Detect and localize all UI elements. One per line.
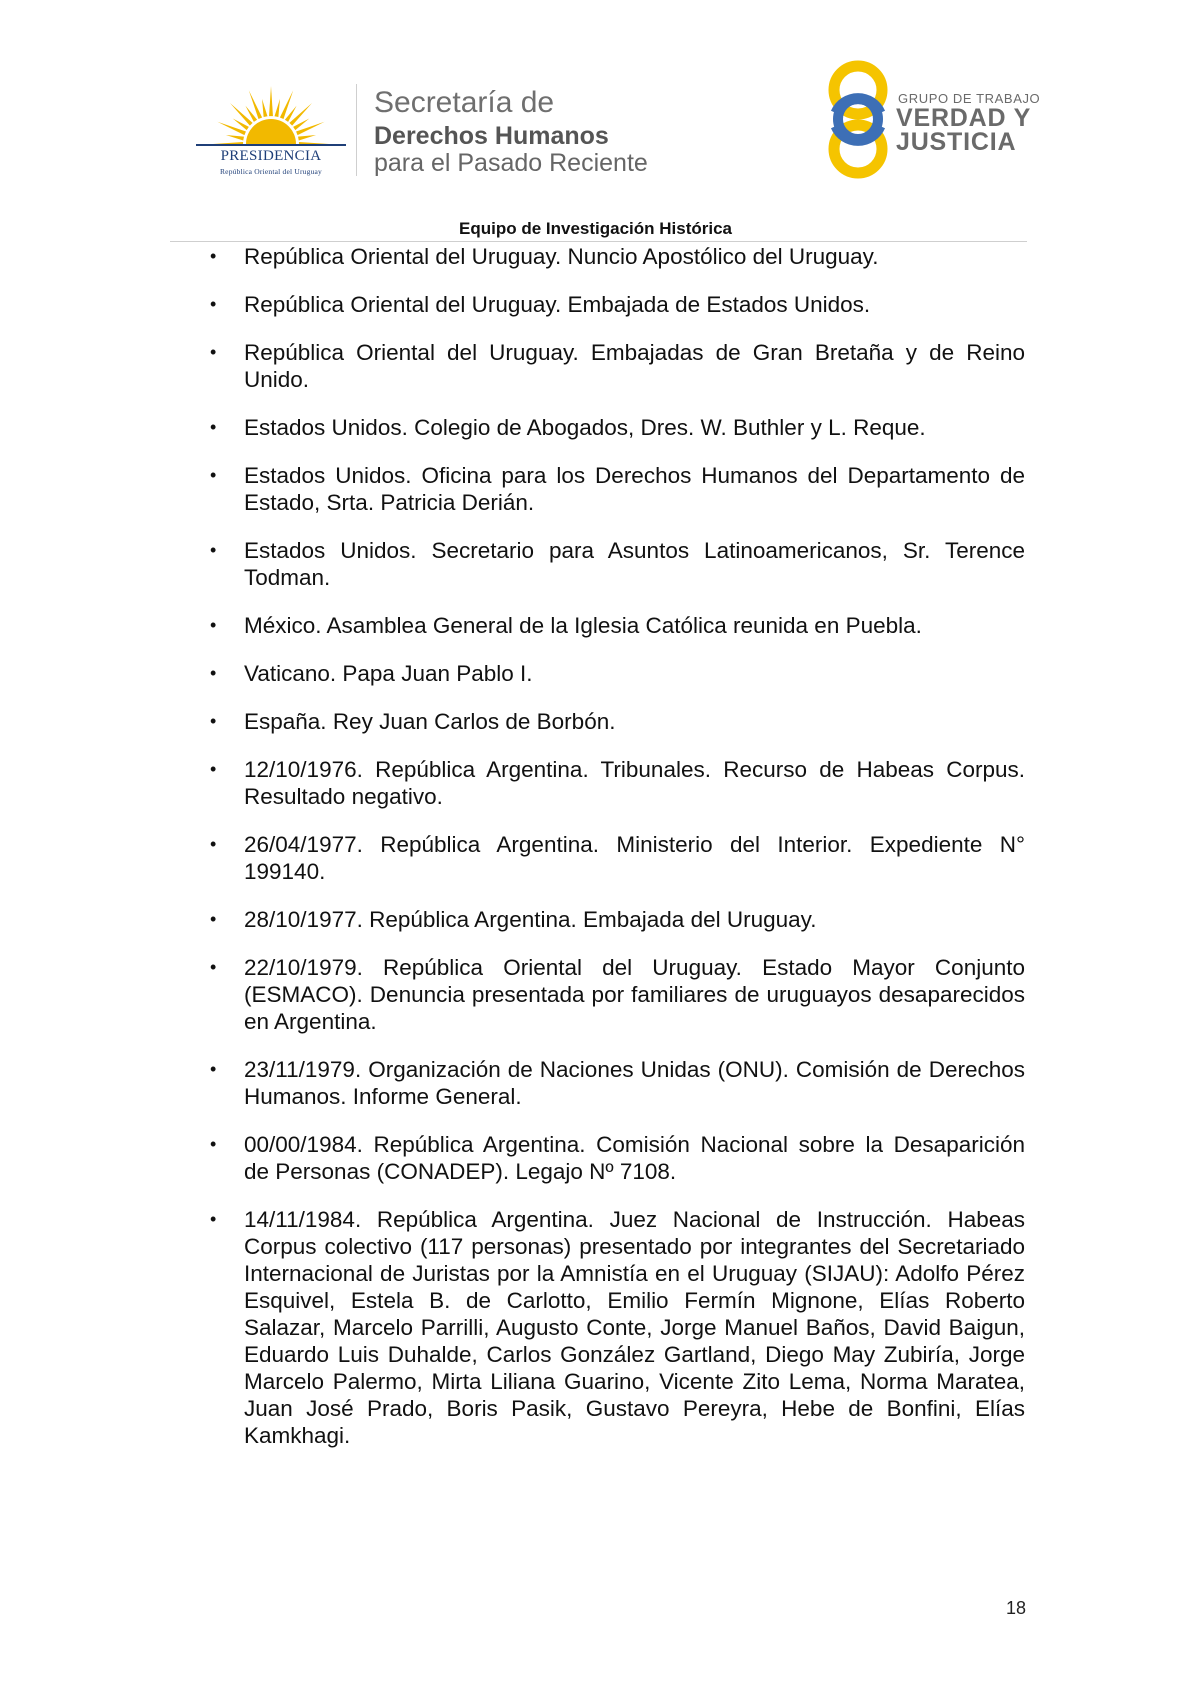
header-divider bbox=[356, 84, 357, 176]
sun-ray bbox=[230, 103, 253, 126]
bullet-list bbox=[210, 243, 1025, 1470]
list-item-text: Estados Unidos. Colegio de Abogados, Dres. W. Buthler y L. Reque. bbox=[244, 415, 926, 440]
bullet-icon: • bbox=[210, 1209, 217, 1229]
list-item bbox=[210, 339, 1025, 393]
presidencia-name: PRESIDENCIA bbox=[220, 148, 322, 164]
header-rule bbox=[170, 241, 1027, 242]
list-item bbox=[210, 831, 1025, 885]
list-item bbox=[210, 612, 1025, 639]
list-item bbox=[210, 954, 1025, 1035]
bullet-icon: • bbox=[210, 759, 217, 779]
bullet-icon: • bbox=[210, 465, 217, 485]
list-item-text: 26/04/1977. República Argentina. Ministerio del Interior. Expediente N° 199140. bbox=[244, 832, 1025, 884]
sun-ray bbox=[289, 103, 312, 126]
list-item bbox=[210, 291, 1025, 318]
list-item-text: México. Asamblea General de la Iglesia Católica reunida en Puebla. bbox=[244, 613, 922, 638]
secretaria-line-2: Derechos Humanos bbox=[374, 122, 609, 150]
sun-ray bbox=[298, 135, 316, 140]
sun-ray bbox=[269, 86, 273, 116]
list-item bbox=[210, 414, 1025, 441]
team-heading: Equipo de Investigación Histórica bbox=[459, 219, 732, 238]
bullet-icon: • bbox=[210, 246, 217, 266]
list-item-text: Estados Unidos. Secretario para Asuntos Latinoamericanos, Sr. Terence Todman. bbox=[244, 538, 1025, 590]
secretaria-line-1: Secretaría de bbox=[374, 86, 555, 119]
list-item-text: 28/10/1977. República Argentina. Embajada del Uruguay. bbox=[244, 907, 817, 932]
list-item-text: Estados Unidos. Oficina para los Derechos Humanos del Departamento de Estado, Srta. Patricia Derián. bbox=[244, 463, 1025, 515]
list-item-text: España. Rey Juan Carlos de Borbón. bbox=[244, 709, 616, 734]
list-item bbox=[210, 906, 1025, 933]
bullet-icon: • bbox=[210, 294, 217, 314]
sun-ray bbox=[226, 135, 244, 140]
grupo-de-trabajo-label: GRUPO DE TRABAJO bbox=[898, 91, 1041, 106]
list-item-text: República Oriental del Uruguay. Embajada de Estados Unidos. bbox=[244, 292, 871, 317]
sun-ray bbox=[275, 99, 280, 117]
bullet-icon: • bbox=[210, 540, 217, 560]
bullet-icon: • bbox=[210, 909, 217, 929]
bullet-icon: • bbox=[210, 417, 217, 437]
bullet-icon: • bbox=[210, 663, 217, 683]
bullet-icon: • bbox=[210, 711, 217, 731]
list-item-text: República Oriental del Uruguay. Embajadas de Gran Bretaña y de Reino Unido. bbox=[244, 340, 1025, 392]
verdad-justicia-rings-logo bbox=[818, 57, 898, 182]
list-item-text: 00/00/1984. República Argentina. Comisión Nacional sobre la Desaparición de Personas (CONADEP). Legajo Nº 7108. bbox=[244, 1132, 1025, 1184]
list-item-text: 14/11/1984. República Argentina. Juez Nacional de Instrucción. Habeas Corpus colectivo (117 personas) presentado por integrantes del Secretariado Internacional de Juristas por la Amnistía en el Uruguay (SIJAU): Adolfo Pérez Esquivel, Estela B. de Carlotto, Emilio Fermín Mignone, Elías Roberto Salazar, Marcelo Parrilli, Augusto Conte, Jorge Manuel Baños, David Baigun, Eduardo Luis Duhalde, Carlos González Gartland, Diego May Zubiría, Jorge Marcelo Palermo, Mirta Liliana Guarino, Vicente Zito Lema, Norma Maratea, Juan José Prado, Boris Pasik, Gustavo Pereyra, Hebe de Bonfini, Elías Kamkhagi. bbox=[244, 1207, 1025, 1448]
list-item bbox=[210, 1206, 1025, 1449]
bullet-icon: • bbox=[210, 1059, 217, 1079]
bullet-icon: • bbox=[210, 615, 217, 635]
list-item-text: República Oriental del Uruguay. Nuncio Apostólico del Uruguay. bbox=[244, 244, 879, 269]
list-item bbox=[210, 1131, 1025, 1185]
justicia-label: JUSTICIA bbox=[896, 128, 1017, 156]
secretaria-line-3: para el Pasado Reciente bbox=[374, 149, 648, 177]
page-header bbox=[0, 0, 1191, 250]
list-item-text: 12/10/1976. República Argentina. Tribunales. Recurso de Habeas Corpus. Resultado negativo. bbox=[244, 757, 1025, 809]
bullet-icon: • bbox=[210, 1134, 217, 1154]
presidencia-subtitle: República Oriental del Uruguay bbox=[219, 167, 322, 176]
list-item-text: 22/10/1979. República Oriental del Uruguay. Estado Mayor Conjunto (ESMACO). Denuncia presentada por familiares de uruguayos desaparecidos en Argentina. bbox=[244, 955, 1025, 1034]
verdad-label: VERDAD Y bbox=[896, 104, 1032, 132]
bullet-icon: • bbox=[210, 957, 217, 977]
list-item bbox=[210, 243, 1025, 270]
list-item bbox=[210, 756, 1025, 810]
list-item bbox=[210, 462, 1025, 516]
list-item bbox=[210, 660, 1025, 687]
page-number: 18 bbox=[1005, 1598, 1026, 1618]
list-item-text: 23/11/1979. Organización de Naciones Unidas (ONU). Comisión de Derechos Humanos. Informe General. bbox=[244, 1057, 1025, 1109]
bullet-icon: • bbox=[210, 834, 217, 854]
bullet-icon: • bbox=[210, 342, 217, 362]
sun-ray bbox=[262, 99, 267, 117]
list-item bbox=[210, 1056, 1025, 1110]
list-item bbox=[210, 708, 1025, 735]
list-item-text: Vaticano. Papa Juan Pablo I. bbox=[244, 661, 533, 686]
list-item bbox=[210, 537, 1025, 591]
